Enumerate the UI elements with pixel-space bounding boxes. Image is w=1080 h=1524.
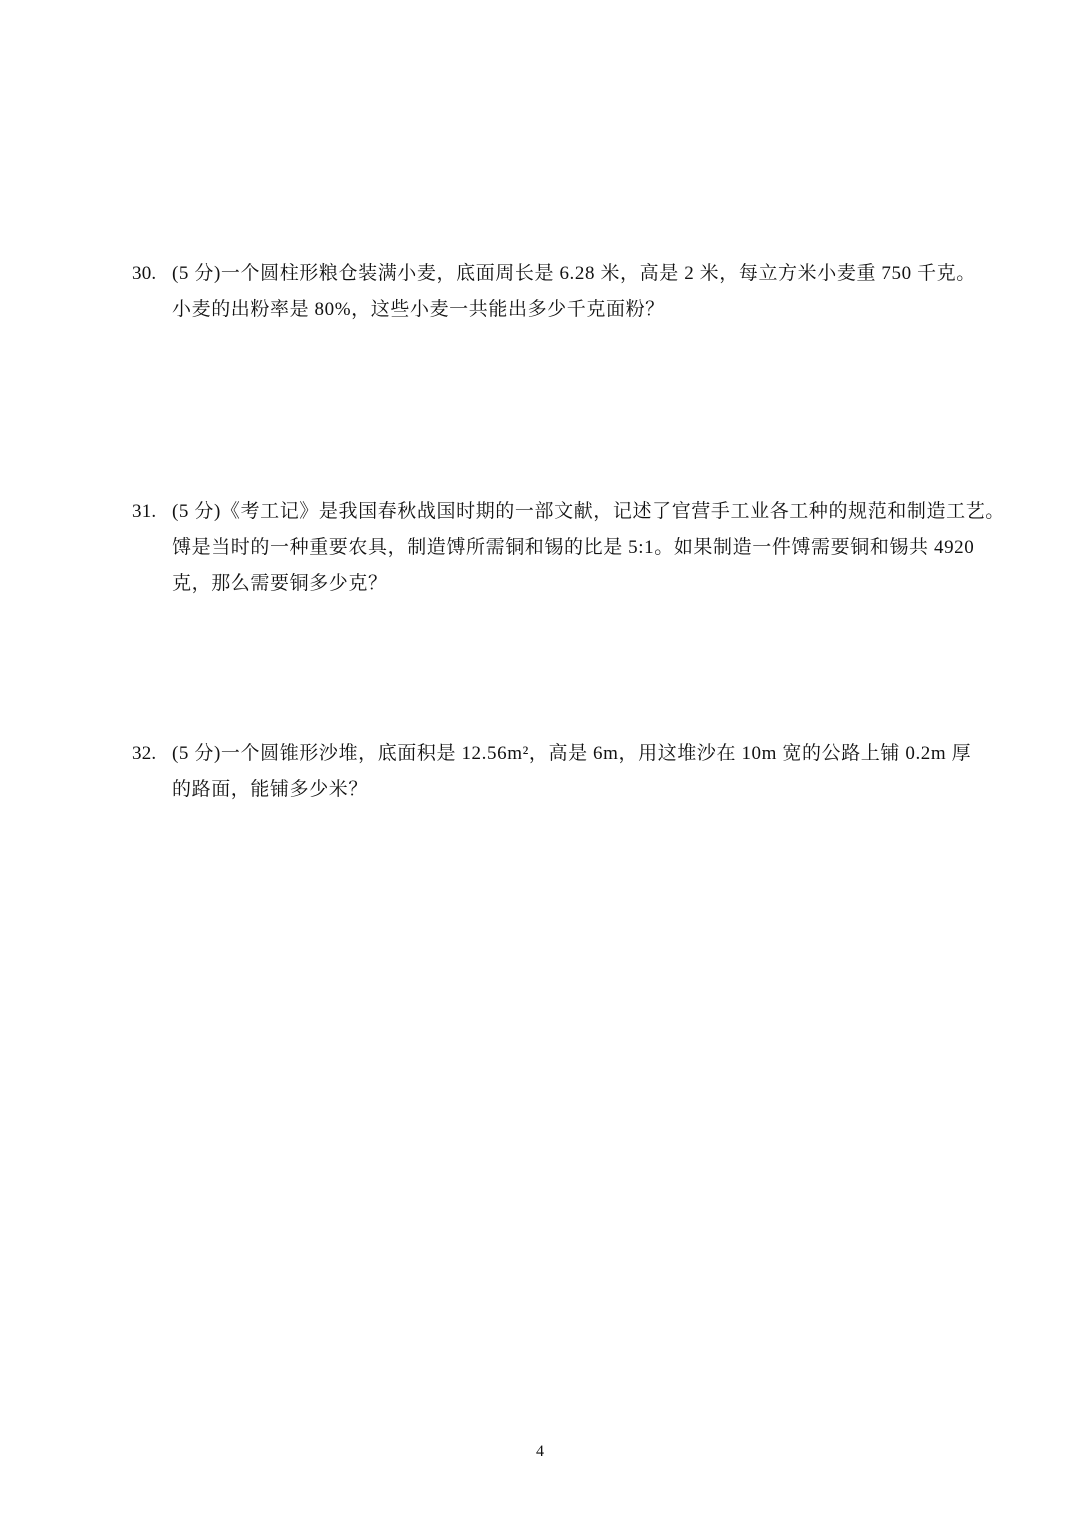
question-line: 克，那么需要铜多少克？ [172,573,388,594]
question-line: 馎是当时的一种重要农具，制造馎所需铜和锡的比是 5:1。如果制造一件馎需要铜和锡共 4920 [172,537,975,558]
question-number: 31. [132,501,157,522]
question-line: (5 分)《考工记》是我国春秋战国时期的一部文献，记述了官营手工业各工种的规范和制造工艺。 [172,501,1005,522]
question-line: 小麦的出粉率是 80%，这些小麦一共能出多少千克面粉？ [172,299,665,320]
question-line: (5 分)一个圆柱形粮仓装满小麦，底面周长是 6.28 米，高是 2 米，每立方米小麦重 750 千克。 [172,263,976,284]
question-number: 30. [132,263,157,284]
question-text [172,256,982,328]
question-text [172,494,1005,602]
question-line: 的路面，能铺多少米？ [172,779,369,800]
question-text [172,736,982,808]
page-number: 4 [536,1443,544,1460]
question-line: (5 分)一个圆锥形沙堆，底面积是 12.56m²，高是 6m，用这堆沙在 10m 宽的公路上铺 0.2m 厚 [172,743,972,764]
question-number: 32. [132,743,157,764]
question-30 [132,256,982,328]
question-31 [132,494,1005,602]
question-32 [132,736,982,808]
